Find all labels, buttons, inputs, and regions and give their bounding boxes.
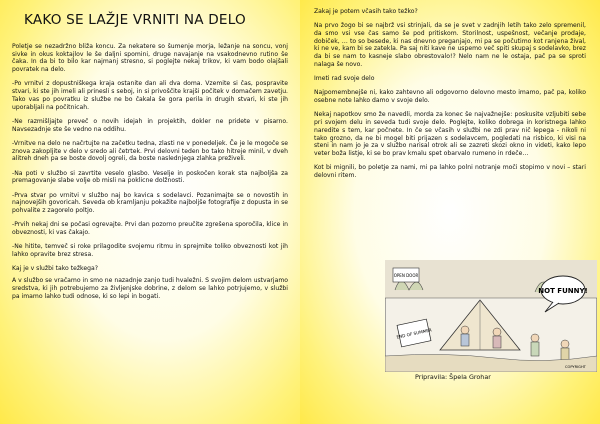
- cartoon-summer-sign: END OF SUMMER: [396, 327, 433, 340]
- cartoon-signature: COPYRIGHT: [565, 365, 586, 369]
- paragraph: Kot bi mignili, bo poletje za nami, mi pa lahko polni notranje moči stopimo v novi – stari delovni ritem.: [314, 164, 586, 179]
- paragraph: -Ne hitite, temveč si roke prilagodite svojemu ritmu in sprejmite toliko obveznosti kot jih lahko opravite brez stresa.: [12, 243, 288, 258]
- cartoon-door-sign: OPEN DOOR: [393, 273, 419, 278]
- paragraph: Najpomembnejše ni, kako zahtevno ali odgovorno delovno mesto imamo, pač pa, koliko osebne note lahko damo v svoje delo.: [314, 89, 586, 105]
- right-column-text: [314, 8, 586, 180]
- paragraph: -Na poti v službo si zavrtite veselo glasbo. Veselje in poskočen korak sta najboljša za premagovanje slabe volje ob misli na poklicne dolžnosti.: [12, 169, 288, 185]
- paragraph: -Po vrnitvi z dopustniškega kraja ostanite dan ali dva doma. Vzemite si čas, pospravite stvari, ki ste jih imeli ali prinesli s seboj, in si privoščite krajši počitek v domačem zavetju. Tako vas po povratku iz službe ne bo čakala še gora perila in drugih stvari, ki ste jih uporabljali na počitnicah.: [12, 80, 288, 111]
- paragraph: -Ne razmišljajte preveč o novih idejah in projektih, dokler ne pridete v pisarno. Navsezadnje ste še vedno na oddihu.: [12, 117, 288, 133]
- paragraph: A v službo se vračamo in smo ne nazadnje zanjo tudi hvaležni. S svojim delom ustvarjamo sredstva, ki jih potrebujemo za življenjske dobrine, z delom se lahko potrjujemo, v službi pa imamo lahko tudi odnose, ki so lepi in bogati.: [12, 277, 288, 300]
- paragraph: -Prvih nekaj dni se počasi ogrevajte. Prvi dan pozorno preučite zgrešena sporočila, klice in obveznosti, ki vas čakajo.: [12, 221, 288, 236]
- subheading: Kaj je v službi tako težkega?: [12, 265, 98, 273]
- cartoon-illustration: [385, 260, 597, 372]
- author-caption: Pripravila: Špela Grohar: [415, 373, 491, 381]
- paragraph: -Prva stvar po vrnitvi v službo naj bo kavica s sodelavci. Pozanimajte se o novostih in najnovejših govoricah. Seveda ob kramljanju pokažite najboljše fotografije z dopusta in se pohvalite z zagorelo poltjo.: [12, 191, 288, 214]
- paragraph: Nekaj napotkov smo že navedli, morda za konec še najvažnejše: poskusite vzljubiti sebe pri svojem delu in seveda tudi svoje delo. Poglejte, koliko dobrega in koristnega lahko naredite s tem, kar počnete. In če se včasih v službi ne zdi prav nič lepega - nikoli ni tako grozno, da ne bi mogel biti prijazen s sodelavcem, pogledati na risbico, ki visi na steni in nam jo je za v službo narisal otrok ali se zazreti skozi okno in videti, kako lepo veter boža listje, ki se bo prav kmalu spet obarvalo rumeno in rdeče…: [314, 111, 586, 157]
- left-column-text: [12, 43, 288, 301]
- article-title: KAKO SE LAŽJE VRNITI NA DELO: [24, 12, 246, 28]
- cartoon-speech-bubble: NOT FUNNY!: [538, 287, 588, 295]
- paragraph: Poletje se nezadržno bliža koncu. Za nekatere so šumenje morja, ležanje na soncu, vonj sivke in okus koktajlov le še daljni spomini, druge navajanje na vsakodnevno rutino še čaka. In da bi to bilo kar najmanj stresno, si poglejte nekaj trikov, ki vam bodo olajšali povratek na delo.: [12, 43, 288, 74]
- paragraph: -Vrnitve na delo ne načrtujte na začetku tedna, zlasti ne v ponedeljek. Če je le mogoče se znova zakopljite v delo v sredo ali četrtek. Prvi delovni teden bo tako hitreje minil, v dveh alitreh dneh pa se boste dovolj ogreli, da boste naslednjega zlahka preživeli.: [12, 139, 288, 163]
- subheading: Imeti rad svoje delo: [314, 75, 375, 83]
- paragraph: Na prvo žogo bi se najbrž vsi strinjali, da se je svet v zadnjih letih tako zelo spremenil, da smo vsi vse čas samo še pod pritiskom. Storilnost, uspešnost, večanje prodaje, dobiček, … to so besede, ki nas dnevno preganjajo, mi pa se počutimo kot ranjena žival, ki ne ve, kam bi se zatekla. Pa saj niti kave ne uspemo več spiti skupaj s sodelavko, brez da bi se nam to kasneje slabo obrestovalo!? Nelo nam ne le ostaja, pač pa se sproti nalaga še novo.: [314, 22, 586, 68]
- subheading: Zakaj je potem včasih tako težko?: [314, 8, 418, 15]
